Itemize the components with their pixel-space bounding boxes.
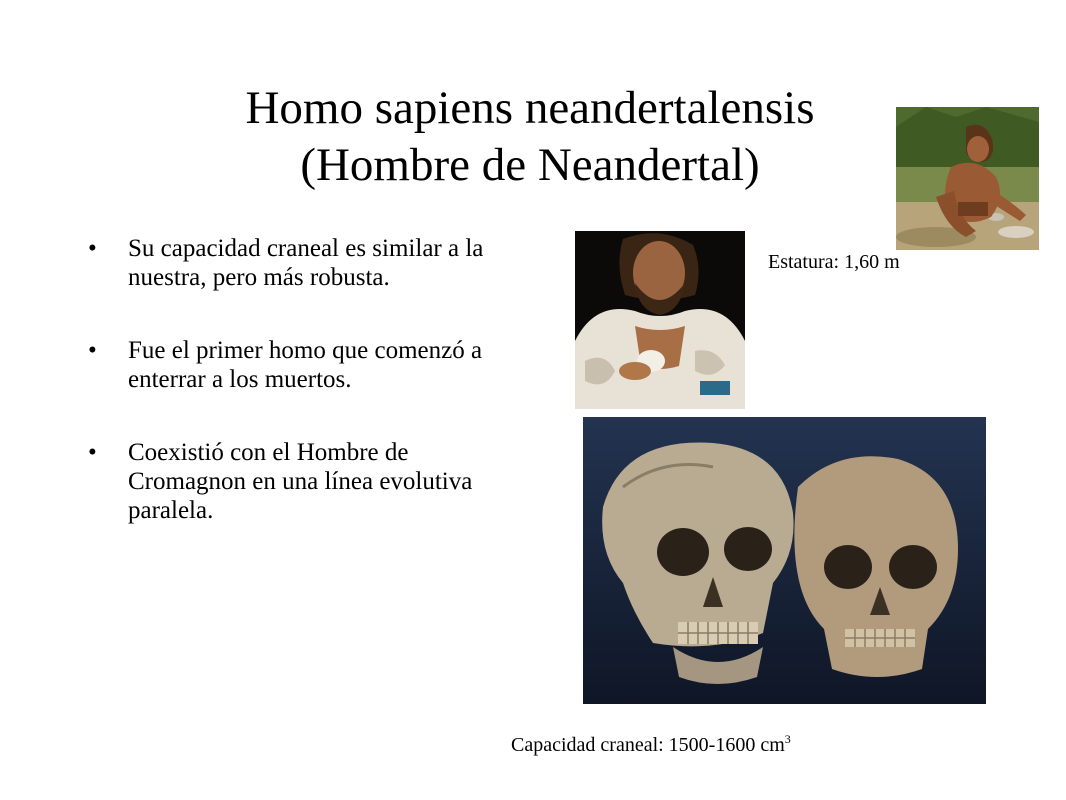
bullet-dot-icon: • xyxy=(88,439,97,466)
cranial-capacity-caption xyxy=(511,733,791,757)
crouching-neanderthal-image xyxy=(896,107,1039,250)
bullet-text: Fue el primer homo que comenzó a enterrar a los muertos. xyxy=(128,337,483,393)
title-line-1: Homo sapiens neandertalensis xyxy=(245,82,815,134)
bullet-item xyxy=(88,438,508,525)
cubic-superscript: 3 xyxy=(784,732,791,746)
bullet-text: Coexistió con el Hombre de Cromagnon en una línea evolutiva paralela. xyxy=(128,439,473,524)
bullet-item xyxy=(88,234,508,292)
bullet-list xyxy=(88,234,508,569)
slide-title xyxy=(180,80,880,194)
height-caption: Estatura: 1,60 m xyxy=(768,251,900,273)
bullet-item xyxy=(88,336,508,394)
skulls-image xyxy=(583,417,986,704)
title-line-2: (Hombre de Neandertal) xyxy=(300,139,760,191)
bullet-dot-icon: • xyxy=(88,337,97,364)
cranial-capacity-text: Capacidad craneal: 1500-1600 cm xyxy=(511,734,785,756)
bullet-text: Su capacidad craneal es similar a la nuestra, pero más robusta. xyxy=(128,235,484,291)
neanderthal-portrait-image xyxy=(575,231,745,409)
bullet-dot-icon: • xyxy=(88,235,97,262)
